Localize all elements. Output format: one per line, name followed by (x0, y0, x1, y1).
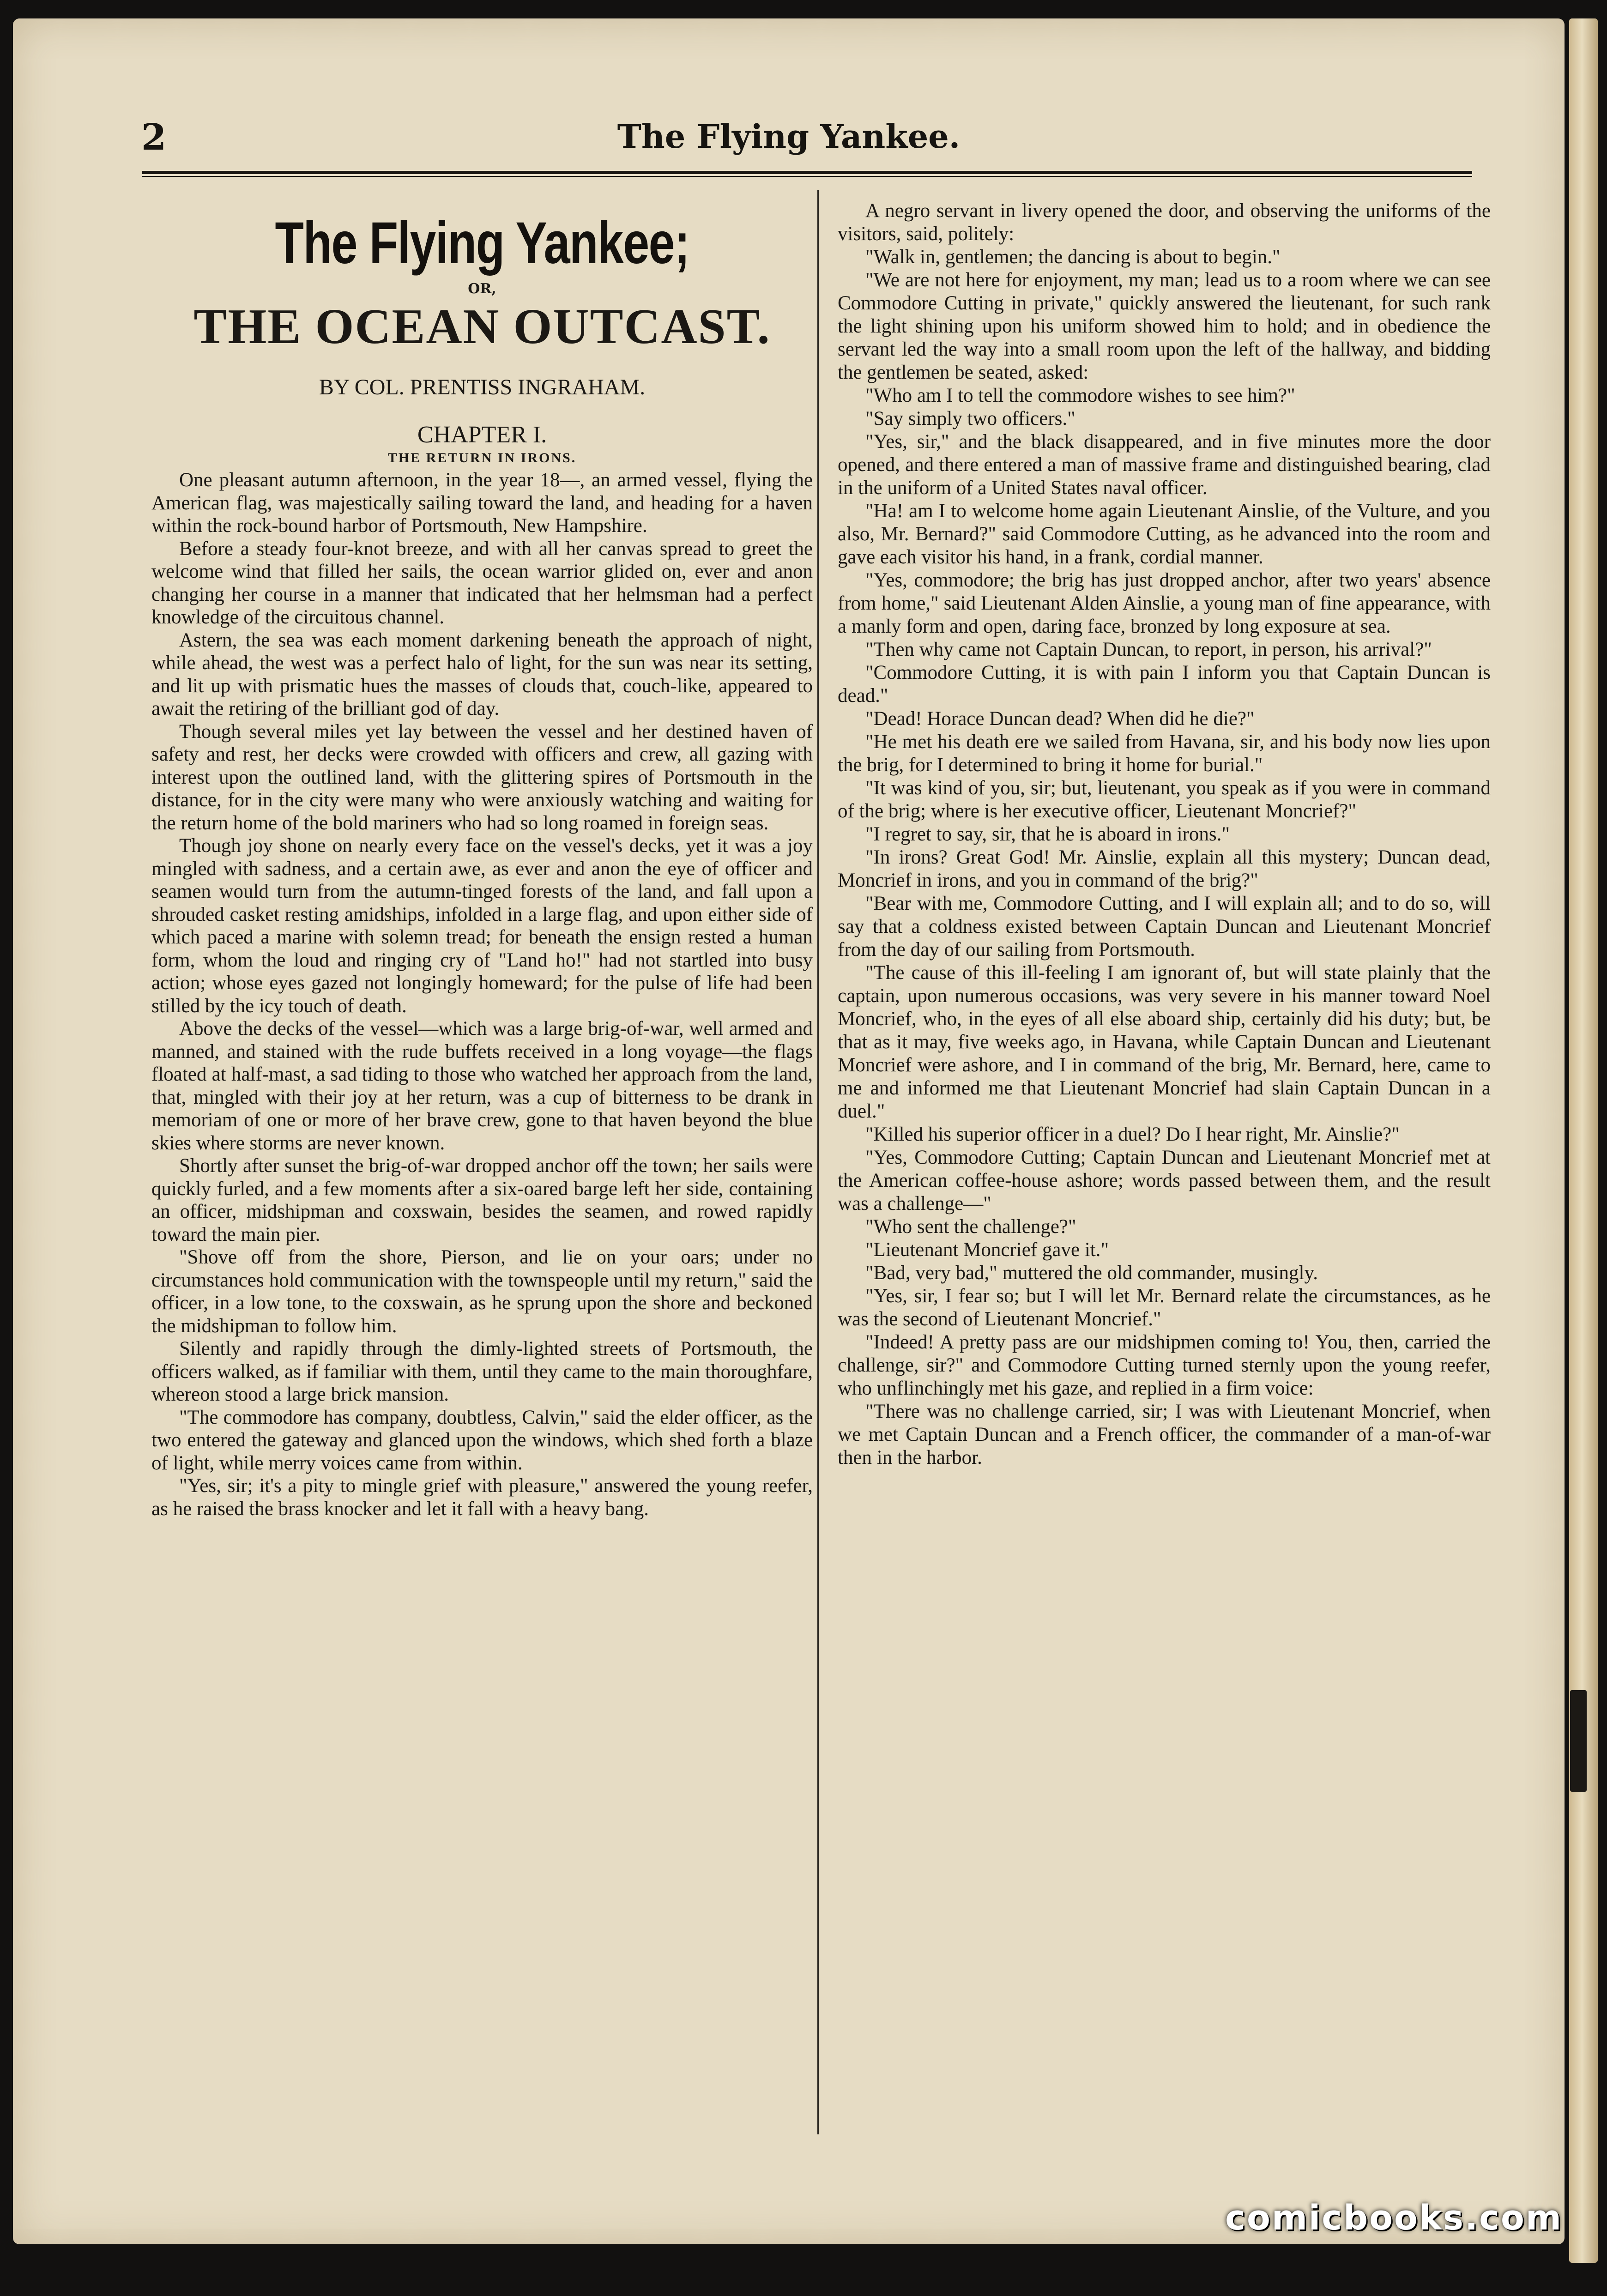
page-number: 2 (141, 116, 167, 158)
column-divider (817, 190, 819, 2134)
paragraph: "Lieutenant Moncrief gave it." (865, 1239, 1109, 1261)
paragraph: "Commodore Cutting, it is with pain I inform you that Captain Duncan is dead." (838, 662, 1491, 707)
paragraph: "Yes, Commodore Cutting; Captain Duncan and Lieutenant Moncrief met at the American coffee-house ashore; words passed between them, and the result was a challenge—" (838, 1147, 1491, 1214)
paragraph: "It was kind of you, sir; but, lieutenant, you speak as if you were in command of the brig; where is her executive officer, Lieutenant Moncrief?" (838, 777, 1491, 822)
page-edge (1569, 18, 1598, 2263)
chapter-title: THE RETURN IN IRONS. (387, 450, 577, 465)
story-title: The Flying Yankee; (275, 210, 689, 276)
watermark: comicbooks.com (1225, 2198, 1563, 2238)
paragraph: A negro servant in livery opened the door, and observing the uniforms of the visitors, said, politely: (838, 200, 1491, 245)
paragraph: "Bear with me, Commodore Cutting, and I will explain all; and to do so, will say that a coldness existed between Captain Duncan and Lieutenant Moncrief from the day of our sailing from Portsmouth. (838, 893, 1491, 961)
paragraph: Shortly after sunset the brig-of-war dropped anchor off the town; her sails were quickly furled, and a few moments after a six-oared barge left her side, containing an officer, midshipman and coxswain, besides the seamen, and rowed rapidly toward the main pier. (151, 1155, 813, 1245)
paragraph: "Say simply two officers." (865, 408, 1075, 429)
paragraph: "Who sent the challenge?" (865, 1216, 1076, 1238)
paragraph: "Then why came not Captain Duncan, to report, in person, his arrival?" (865, 639, 1432, 660)
paragraph: Astern, the sea was each moment darkening beneath the approach of night, while ahead, the west was a perfect halo of light, for the sun was near its setting, and lit up with prismatic hues the masses of clouds that, couch-like, appeared to await the retiring of the brilliant god of day. (151, 629, 813, 719)
paragraph: "We are not here for enjoyment, my man; lead us to a room where we can see Commodore Cutting in private," quickly answered the lieutenant, for such rank the light shining upon his uniform showed him to hold; and in obedience the servant led the way into a small room upon the left of the hallway, and bidding the gentlemen be seated, asked: (838, 269, 1491, 383)
left-column (151, 199, 813, 2139)
chapter-heading: CHAPTER I. (417, 422, 547, 448)
paragraph: "Yes, sir; it's a pity to mingle grief with pleasure," answered the young reefer, as he raised the brass knocker and let it fall with a heavy bang. (151, 1475, 813, 1520)
paragraph: "I regret to say, sir, that he is aboard in irons." (865, 823, 1230, 845)
paragraph: "Dead! Horace Duncan dead? When did he die?" (865, 708, 1255, 730)
paragraph: "Killed his superior officer in a duel? Do I hear right, Mr. Ainslie?" (865, 1124, 1400, 1145)
story-subtitle: THE OCEAN OUTCAST. (193, 299, 771, 354)
running-title: The Flying Yankee. (617, 117, 961, 156)
title-or: OR, (468, 281, 496, 297)
paragraph: "Yes, sir, I fear so; but I will let Mr. Bernard relate the circumstances, as he was the second of Lieutenant Moncrief." (838, 1285, 1491, 1330)
paragraph: "Bad, very bad," muttered the old commander, musingly. (865, 1262, 1318, 1284)
paragraph: Silently and rapidly through the dimly-lighted streets of Portsmouth, the officers walked, as if familiar with them, until they came to the main thoroughfare, whereon stood a large brick mansion. (151, 1338, 813, 1405)
paragraph: "The cause of this ill-feeling I am ignorant of, but will state plainly that the captain, upon numerous occasions, was very severe in his manner toward Noel Moncrief, who, in the eyes of all else aboard ship, certainly did his duty; but, be that as it may, five weeks ago, in Havana, while Captain Duncan and Lieutenant Moncrief were ashore, and I in command of the brig, Mr. Bernard, here, came to me and informed me that Lieutenant Moncrief had slain Captain Duncan in a duel." (838, 962, 1491, 1122)
right-column (838, 199, 1491, 2139)
paragraph: "Who am I to tell the commodore wishes to see him?" (865, 385, 1295, 406)
header-rule (142, 171, 1472, 177)
byline: BY COL. PRENTISS INGRAHAM. (319, 375, 646, 399)
paragraph: "There was no challenge carried, sir; I was with Lieutenant Moncrief, when we met Captain Duncan and a French officer, the commander of a man-of-war then in the harbor. (838, 1401, 1491, 1468)
paragraph: Before a steady four-knot breeze, and with all her canvas spread to greet the welcome wind that filled her sails, the ocean warrior glided on, ever and anon changing her course in a manner that indicated that her helmsman had a perfect knowledge of the circuitous channel. (151, 538, 813, 628)
magazine-page (13, 18, 1565, 2244)
paragraph: Above the decks of the vessel—which was a large brig-of-war, well armed and manned, and stained with the rude buffets received in a long voyage—the flags floated at half-mast, a sad tiding to those who watched her approach from the land, that, mingled with their joy at her return, was a cup of bitterness to be drank in memoriam of one or more of her brave crew, gone to that haven beyond the blue skies where storms are never known. (151, 1018, 813, 1154)
paragraph: "Walk in, gentlemen; the dancing is about to begin." (865, 246, 1281, 268)
paragraph: One pleasant autumn afternoon, in the year 18—, an armed vessel, flying the American flag, was majestically sailing toward the land, and heading for a haven within the rock-bound harbor of Portsmouth, New Hampshire. (151, 469, 813, 537)
paragraph: "Shove off from the shore, Pierson, and lie on your oars; under no circumstances hold communication with the townspeople until my return," said the officer, in a low tone, to the coxswain, as he sprung upon the shore and beckoned the midshipman to follow him. (151, 1246, 813, 1337)
paragraph: "He met his death ere we sailed from Havana, sir, and his body now lies upon the brig, for I determined to bring it home for burial." (838, 731, 1491, 776)
paragraph: "Ha! am I to welcome home again Lieutenant Ainslie, of the Vulture, and you also, Mr. Bernard?" said Commodore Cutting, as he advanced into the room and gave each visitor his hand, in a frank, cordial manner. (838, 500, 1491, 568)
paragraph: "Yes, sir," and the black disappeared, and in five minutes more the door opened, and there entered a man of massive frame and distinguished bearing, clad in the uniform of a United States naval officer. (838, 431, 1491, 499)
paragraph: Though joy shone on nearly every face on the vessel's decks, yet it was a joy mingled with sadness, and a certain awe, as ever and anon the eye of officer and seamen would turn from the autumn-tinged forests of the land, and fall upon a shrouded casket resting amidships, infolded in a large flag, and upon either side of which paced a marine with solemn tread; for beneath the ensign rested a human form, whom the loud and ringing cry of "Land ho!" had not startled into busy action; whose eyes gazed not longingly homeward; for the pulse of life had been stilled by the icy touch of death. (151, 835, 813, 1017)
paragraph: "The commodore has company, doubtless, Calvin," said the elder officer, as the two entered the gateway and glanced upon the windows, which shed forth a blaze of light, while merry voices came from within. (151, 1406, 813, 1474)
paragraph: "Yes, commodore; the brig has just dropped anchor, after two years' absence from home," said Lieutenant Alden Ainslie, a young man of fine appearance, with a manly form and open, daring face, bronzed by long exposure at sea. (838, 569, 1491, 637)
paragraph: "In irons? Great God! Mr. Ainslie, explain all this mystery; Duncan dead, Moncrief in irons, and you in command of the brig?" (838, 846, 1491, 891)
binding-mark (1570, 1690, 1587, 1792)
paragraph: Though several miles yet lay between the vessel and her destined haven of safety and rest, her decks were crowded with officers and crew, all gazing with interest upon the outlined land, with the glittering spires of Portsmouth in the distance, for in the city were many who were anxiously watching and waiting for the return home of the bold mariners who had so long roamed in foreign seas. (151, 720, 813, 834)
paragraph: "Indeed! A pretty pass are our midshipmen coming to! You, then, carried the challenge, sir?" and Commodore Cutting turned sternly upon the young reefer, who unflinchingly met his gaze, and replied in a firm voice: (838, 1331, 1491, 1399)
